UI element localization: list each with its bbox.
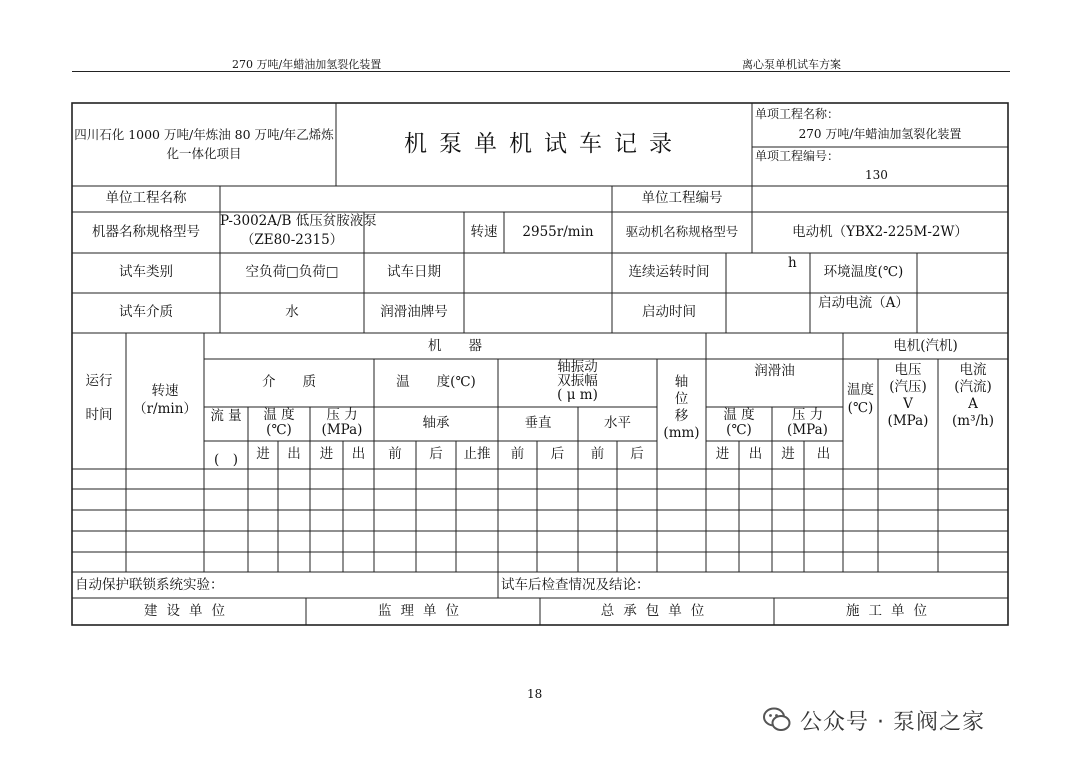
col-medium: 介 质 [262,374,316,390]
ambient-temp-label: 环境温度(℃) [823,264,904,280]
col-flow-unit: ( ) [213,452,239,468]
test-type-label: 试车类别 [119,264,173,280]
col-medium-temp-label: 温 度 [263,407,295,423]
unit-name-label: 单位工程名称 [105,190,187,206]
sub-project-no-value: 130 [865,168,888,182]
col-bearing-front: 前 [388,446,402,462]
col-axial-line2: 位 [674,391,689,407]
watermark [762,700,985,740]
col-medium-temp-out: 出 [287,446,301,462]
col-lube-temp [706,408,772,438]
col-motor-temp-line1: 温度 [847,382,874,398]
col-lube-temp-label: 温 度 [723,407,755,423]
col-speed-line2: （r/min） [133,400,197,417]
col-medium-pressure-label: 压 力 [326,407,358,423]
col-run-time-line2: 时间 [85,406,113,423]
medium-value: 水 [285,304,299,320]
col-bearing: 轴承 [422,415,450,431]
machine-label: 机器名称规格型号 [92,224,200,240]
wechat-icon [762,705,792,735]
start-current-label: 启动电流（A） [818,295,909,311]
col-vibration-line1: 轴振动 [557,359,598,375]
signature-owner: 建设单位 [144,603,234,619]
medium-label: 试车介质 [119,304,173,320]
machine-value-line2: （ZE80-2315） [240,231,344,248]
watermark-text: 公众号 · 泵阀之家 [800,709,985,735]
col-flow: 流 量 [210,408,242,424]
project-name-line2: 化一体化项目 [166,146,242,162]
col-voltage-line2: (汽压) [889,379,927,395]
speed-value: 2955r/min [522,224,594,240]
speed-label: 转速 [470,224,498,240]
col-horizontal: 水平 [604,415,631,431]
col-motor-temp-line2: (℃) [847,399,874,416]
driver-label: 驱动机名称规格型号 [625,224,739,239]
col-medium-temp [248,408,310,438]
col-axial-displacement [657,374,706,442]
col-current-line2: (汽流) [954,379,992,395]
col-lube-oil: 润滑油 [754,363,795,379]
protection-test-label: 自动保护联锁系统实验： [75,577,224,593]
col-machine: 机 器 [428,338,482,354]
col-voltage-line4: (MPa) [887,413,929,429]
driver-value: 电动机（YBX2-225M-2W） [792,224,968,240]
col-voltage-line3: V [903,396,913,412]
col-medium-pressure-out: 出 [351,446,366,462]
sub-project-no-label: 单项工程编号： [755,149,840,163]
unit-no-label: 单位工程编号 [641,190,723,206]
form-title: 机泵单机试车记录 [404,131,684,157]
col-vertical-back: 后 [550,446,565,462]
col-lube-pressure-label: 压 力 [791,407,824,423]
sub-project-name-value: 270 万吨/年蜡油加氢裂化装置 [798,127,962,141]
col-current [938,362,1008,430]
page-number: 18 [527,687,543,701]
col-speed-line1: 转速 [151,383,179,399]
col-speed [126,384,204,417]
col-lube-temp-in: 进 [715,446,730,462]
col-motor: 电机(汽机) [893,338,958,354]
col-run-time [72,374,126,423]
signature-contractor: 总承包单位 [600,603,714,619]
sub-project-name-label: 单项工程名称： [755,107,840,121]
col-medium-temp-unit: (℃) [266,422,292,438]
col-lube-temp-out: 出 [748,446,763,462]
start-time-label: 启动时间 [642,304,696,320]
col-voltage-line1: 电压 [894,362,922,378]
col-horizontal-back: 后 [630,446,644,462]
header-doc-title: 离心泵单机试车方案 [742,58,841,71]
col-lube-pressure-in: 进 [781,446,795,462]
col-lube-pressure [772,408,843,438]
col-current-line1: 电流 [959,362,987,378]
signature-supervisor: 监理单位 [378,603,468,619]
col-axial-line1: 轴 [674,374,689,390]
machine-value [220,213,377,248]
run-time-label: 连续运转时间 [628,264,710,280]
col-temperature: 温 度(℃) [396,374,476,390]
col-horizontal-front: 前 [590,446,605,462]
col-current-line4: (m³/h) [952,413,994,429]
col-lube-pressure-unit: (MPa) [787,422,828,438]
inspection-conclusion-label: 试车后检查情况及结论： [501,577,650,593]
project-name [72,128,336,162]
col-lube-pressure-out: 出 [816,446,831,462]
col-medium-pressure [310,408,374,438]
machine-value-line1: P-3002A/B 低压贫胺液泵 [220,213,377,229]
col-axial-line4: (mm) [663,425,700,441]
col-motor-temp [843,383,878,416]
project-name-line1: 四川石化 1000 万吨/年炼油 80 万吨/年乙烯炼 [74,127,334,142]
col-run-time-line1: 运行 [85,373,113,389]
test-date-label: 试车日期 [387,264,441,280]
run-time-unit: h [788,255,797,271]
header-project: 270 万吨/年蜡油加氢裂化装置 [232,58,382,71]
col-vertical-front: 前 [510,446,525,462]
col-axial-line3: 移 [674,408,689,424]
col-current-line3: A [968,396,978,412]
lube-oil-grade-label: 润滑油牌号 [380,304,448,320]
col-medium-pressure-in: 进 [319,446,334,462]
col-vibration-line3: ( μ m) [557,387,598,403]
signature-constructor: 施工单位 [846,603,936,619]
col-medium-temp-in: 进 [256,446,270,462]
test-type-value: 空负荷□负荷□ [245,264,339,280]
col-voltage [878,362,938,430]
col-vibration [498,360,657,402]
col-vertical: 垂直 [524,415,552,431]
col-medium-pressure-unit: (MPa) [321,422,363,438]
col-lube-temp-unit: (℃) [726,422,752,438]
col-vibration-line2: 双振幅 [557,373,598,389]
col-bearing-back: 后 [429,446,443,462]
col-bearing-thrust: 止推 [463,446,491,462]
